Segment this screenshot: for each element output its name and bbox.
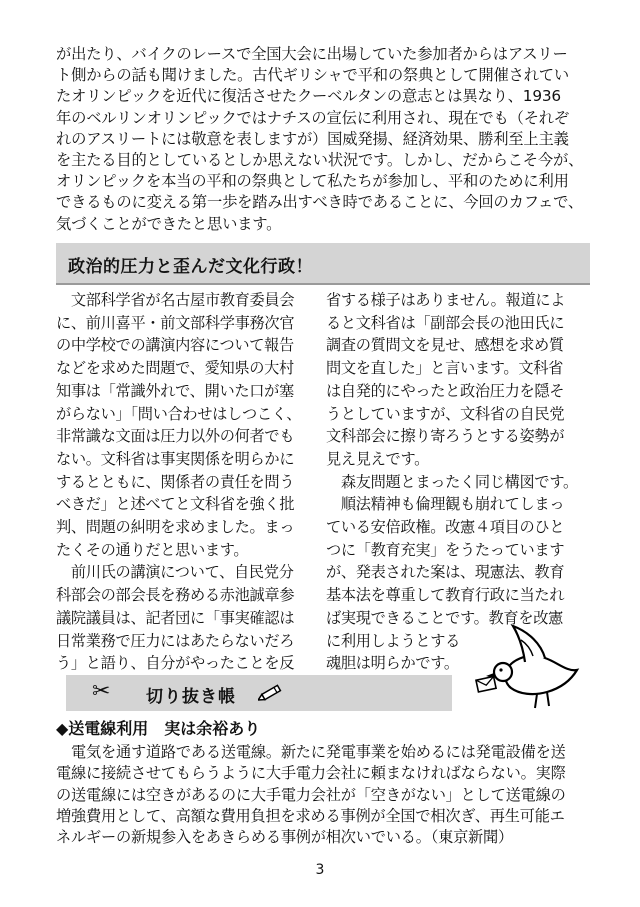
article-line: 科部会の部会長を務める赤池誠章参 [56,586,295,605]
section-banner [56,243,590,285]
article-line: うとしていますが、文科省の自民党 [326,404,565,423]
clipping-title: 切り抜き帳 [146,687,236,707]
article-line: 森友問題とまったく同じ構図です。 [326,472,578,491]
intro-line: 年のベルリンオリンピックではナチスの宣伝に利用され、現在でも（それぞ [56,108,569,127]
intro-line: できるものに変える第一歩を踏み出すべき時であることに、今回のカフェで、 [56,193,584,212]
intro-line: れのアスリートには敬意を表しますが）国威発揚、経済効果、勝利至上主義 [56,129,569,148]
intro-line: を主たる目的としているとしか思えない状況です。しかし、だからこそ今が、 [56,151,584,170]
article-line: ている安倍政権。改憲４項目のひと [326,518,565,537]
article-line: 文科部会に擦り寄ろうとする姿勢が [326,427,565,446]
article-line: 基本法を尊重して教育行政に当たれ [326,586,565,605]
article-line: たくその通りだと思います。 [56,540,249,559]
page-number: 3 [315,862,325,878]
dove-icon [475,622,585,712]
article-line: が、発表された案は、現憲法、教育 [326,563,565,582]
clipping-line: の送電線には空きがあるのに大手電力会社が「空きがない」として送電線の [56,785,566,804]
intro-line: 気づくことができたと思います。 [56,214,282,233]
article-line: 文部科学省が名古屋市教育委員会 [56,291,295,309]
article-line: 調査の質問文を見せ、感想を求め質 [326,336,564,355]
article-left-column [56,289,308,675]
article-line: 魂胆は明らかです。 [326,654,459,673]
article-line: 見え見えです。 [326,449,429,468]
article-line: 非常識な文面は圧力以外の何者でも [56,427,295,446]
article-line: は自発的にやったと政治圧力を隠そ [326,381,565,400]
clipping-line: 増強費用として、高額な費用負担を求める事例が全国で相次ぎ、再生可能エ [56,806,565,825]
intro-line: が出たり、バイクのレースで全国大会に出場していた参加者からはアスリー [56,45,568,63]
article-line: 前川氏の講演について、自民党分 [56,563,294,582]
article-line: に、前川喜平・前文部科学事務次官 [56,313,295,332]
intro-paragraph [56,44,588,235]
article-line: ない。文科省は事実関係を明らかに [56,449,295,468]
article-line: するとともに、関係者の責任を問う [56,472,295,491]
scissors-icon: ✂ [92,679,111,704]
intro-line: オリンピックを本当の平和の祭典として私たちが参加し、平和のために利用 [56,172,569,191]
article-line: の中学校での講演内容について報告 [56,336,294,355]
article-line: 判、問題の糾明を求めました。まっ [56,518,295,537]
article-line: う」と語り、自分がやったことを反 [56,654,295,673]
article-right-column [326,289,588,675]
pencil-icon [258,681,286,703]
article-line: 問文を直した」と言います。文科省 [326,359,563,378]
article-line: 省する様子はありません。報道によ [326,291,566,309]
clipping-article [56,718,590,848]
article-line: がらない」「問い合わせはしつこく、 [56,404,302,423]
article-line: つに「教育充実」をうたっています [326,540,565,559]
article-line: 知事は「常識外れで、開いた口が塞 [56,381,294,400]
intro-line: ト側からの話も聞けました。古代ギリシャで平和の祭典として開催されてい [56,66,569,85]
article-line: などを求めた問題で、愛知県の大村 [56,359,294,378]
article-line: 議院議員は、記者団に「事実確認は [56,608,295,627]
clipping-line: 電線に接続させてもらうように大手電力会社に頼まなければならない。実際 [56,764,566,783]
clipping-headline: ◆送電線利用 実は余裕あり [56,719,261,738]
article-line: に利用しようとする [326,631,460,650]
article-line: 日常業務で圧力にはあたらないだろ [56,631,295,650]
section-title: 政治的圧力と歪んだ文化行政！ [68,257,313,277]
article-line: 順法精神も倫理観も崩れてしまっ [326,495,565,514]
article-line: べきだ」と述べてと文科省を強く批 [56,495,295,514]
intro-line: たオリンピックを近代に復活させたクーベルタンの意志とは異なり、1936 [56,87,561,106]
article-line: ると文科省は「副部会長の池田氏に [326,313,565,332]
clipping-line: ネルギーの新規参入をあきらめる事例が相次いでいる。（東京新聞） [56,828,514,847]
article-line: ば実現できることです。教育を改憲 [326,608,563,627]
clipping-banner [66,675,452,711]
clipping-line: 電気を通す道路である送電線。新たに発電事業を始めるには発電設備を送 [56,743,566,761]
